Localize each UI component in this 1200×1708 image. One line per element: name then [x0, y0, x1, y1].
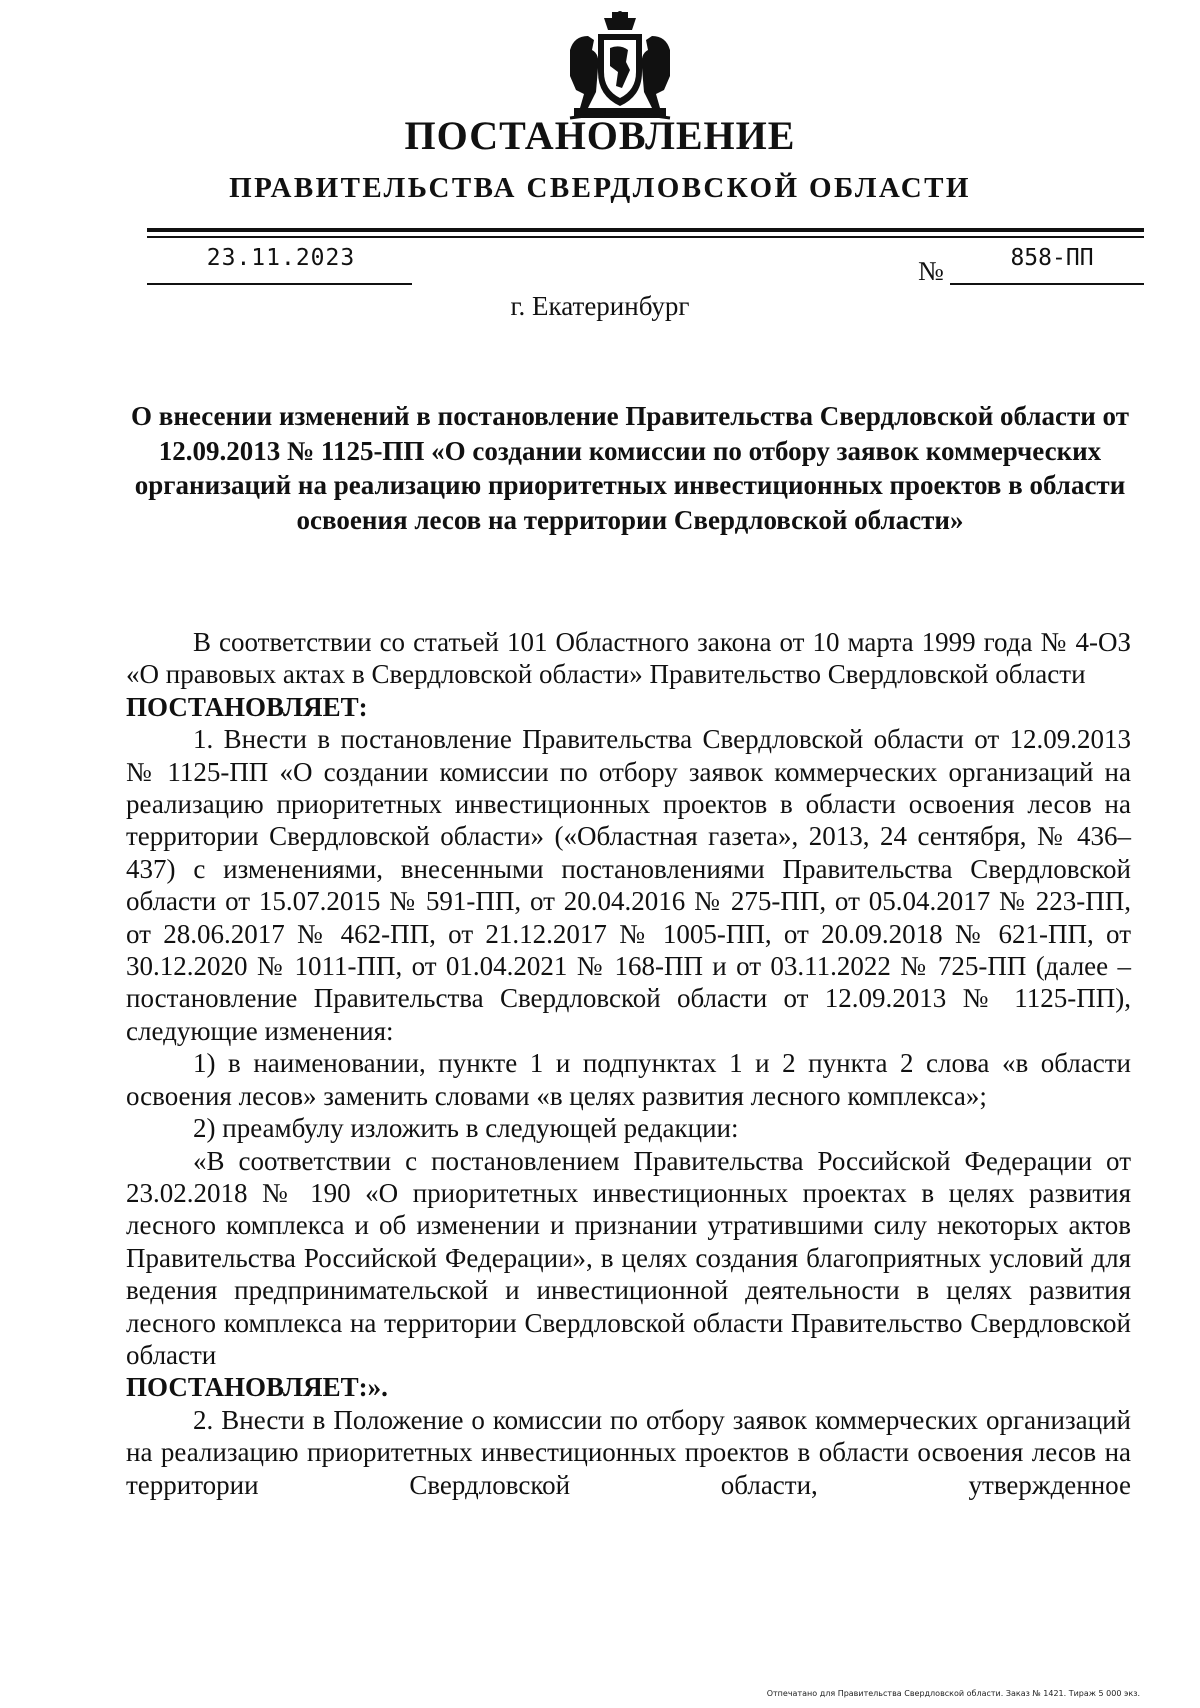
document-number: 858-ПП [1010, 245, 1094, 271]
number-underline [950, 283, 1144, 285]
document-subtitle: ПРАВИТЕЛЬСТВА СВЕРДЛОВСКОЙ ОБЛАСТИ [229, 172, 971, 204]
header-rule-thin [147, 236, 1144, 238]
document-city: г. Екатеринбург [510, 291, 690, 321]
decree-word-quoted: ПОСТАНОВЛЯЕТ:». [126, 1372, 388, 1403]
coat-of-arms-icon [560, 10, 680, 122]
subitem-1-paragraph: 1) в наименовании, пункте 1 и подпунктах 1 и 2 пункта 2 слова «в области освоения лесов» заменить словами «в целях развития лесного комплекса»; [126, 1048, 1131, 1111]
preamble-paragraph: «В соответствии с постановлением Правительства Российской Федерации от 23.02.2018 № 190 «О приоритетных инвестиционных проектах в целях развития лесного комплекса и об изменении и признании утратившими силу некоторых актов Правительства Российской Федерации», в целях создания благоприятных условий для ведения предпринимательской и инвестиционной деятельности в целях развития лесного комплекса на территории Свердловской области Правительство Свердловской области [126, 1145, 1131, 1370]
document-title: ПОСТАНОВЛЕНИЕ [404, 113, 796, 158]
document-body [126, 626, 1131, 1501]
date-underline [147, 283, 412, 285]
number-sign: № [918, 256, 944, 286]
print-note: Отпечатано для Правительства Свердловской области. Заказ № 1421. Тираж 5 000 экз. [766, 1689, 1140, 1698]
intro-paragraph: В соответствии со статьей 101 Областного закона от 10 марта 1999 года № 4-ОЗ «О правовых актах в Свердловской области» Правительство Свердловской области [126, 627, 1131, 690]
document-date: 23.11.2023 [206, 245, 356, 271]
item-2-paragraph: 2. Внести в Положение о комиссии по отбору заявок коммерческих организаций на реализацию приоритетных инвестиционных проектов в области освоения лесов на территории Свердловской области, утвержденное [126, 1404, 1131, 1500]
item-1-paragraph: 1. Внести в постановление Правительства Свердловской области от 12.09.2013 № 1125-ПП «О создании комиссии по отбору заявок коммерческих организаций на реализацию приоритетных инвестиционных проектов в области освоения лесов на территории Свердловской области» («Областная газета», 2013, 24 сентября, № 436–437) с изменениями, внесенными постановлениями Правительства Свердловской области от 15.07.2015 № 591-ПП, от 20.04.2016 № 275-ПП, от 05.04.2017 № 223-ПП, от 28.06.2017 № 462-ПП, от 21.12.2017 № 1005-ПП, от 20.09.2018 № 621-ПП, от 30.12.2020 № 1011-ПП, от 01.04.2021 № 168-ПП и от 03.11.2022 № 725-ПП (далее – постановление Правительства Свердловской области от 12.09.2013 № 1125-ПП), следующие изменения: [126, 724, 1131, 1046]
subitem-2-paragraph: 2) преамбулу изложить в следующей редакции: [193, 1113, 739, 1144]
document-heading: О внесении изменений в постановление Правительства Свердловской области от 12.09.2013 № 1125-ПП «О создании комиссии по отбору заявок коммерческих организаций на реализацию приоритетных инвестиционных проектов в области освоения лесов на территории Свердловской области» [131, 401, 1129, 535]
decree-word: ПОСТАНОВЛЯЕТ: [126, 691, 368, 722]
header-rule-thick [147, 228, 1144, 232]
